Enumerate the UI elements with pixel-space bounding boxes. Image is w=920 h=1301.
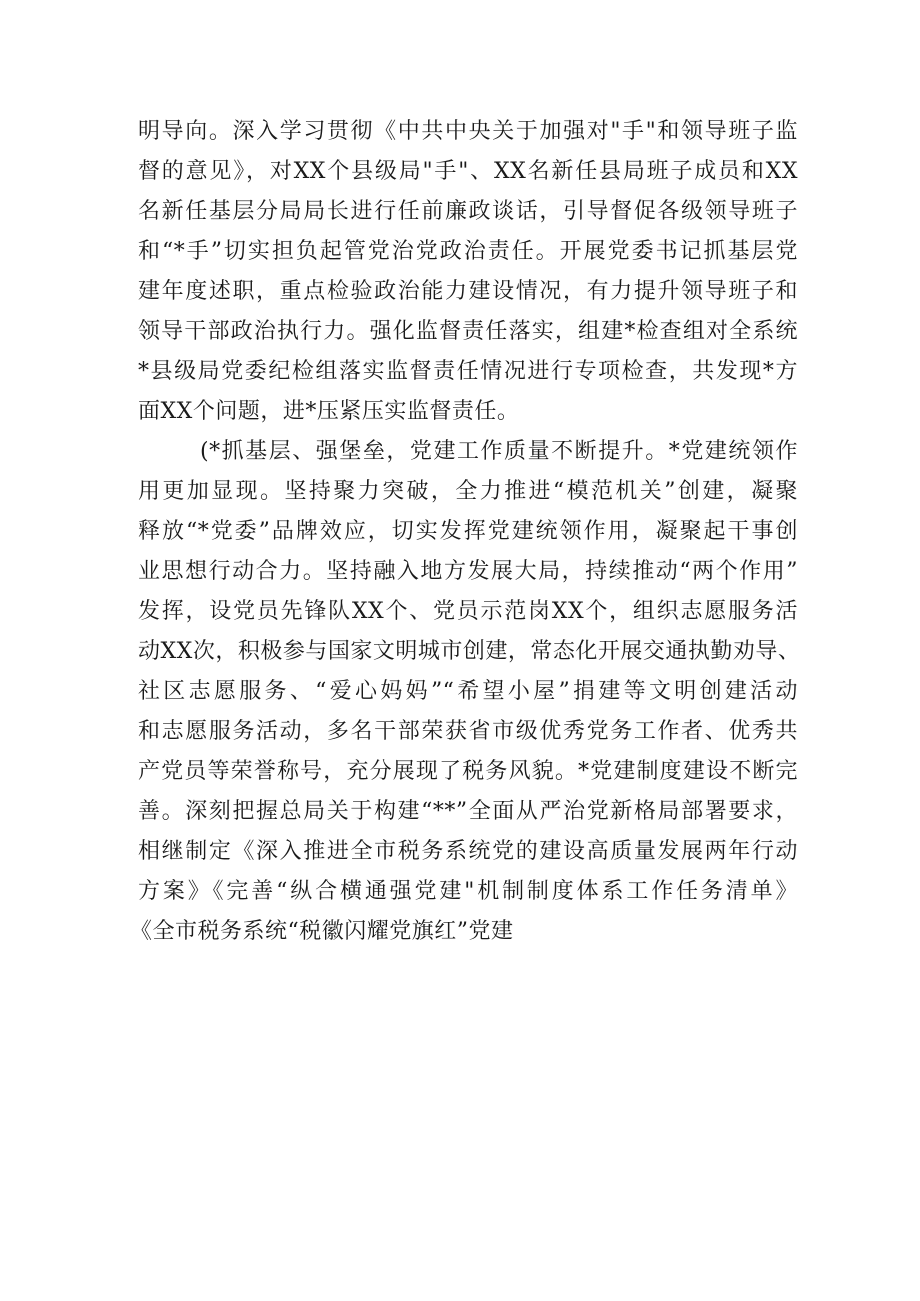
text-line: (*抓基层、强堡垒，党建工作质量不断提升。*党建统领作 bbox=[200, 439, 798, 464]
text-line: 相继制定《深入推进全市税务系统党的建设高质量发展两年行动 bbox=[138, 839, 798, 864]
body-text bbox=[130, 112, 801, 952]
text-line: 动XX次，积极参与国家文明城市创建，常态化开展交通执勤劝导、 bbox=[138, 639, 801, 664]
text-line: 明导向。深入学习贯彻《中共中央关于加强对"手"和领导班子监 bbox=[138, 119, 798, 144]
text-line: 产党员等荣誉称号，充分展现了税务风貌。*党建制度建设不断完 bbox=[138, 759, 798, 784]
text-line: 用更加显现。坚持聚力突破，全力推进“模范机关”创建，凝聚 bbox=[138, 479, 798, 504]
text-line: 方案》《完善“纵合横通强党建"机制制度体系工作任务清单》 bbox=[138, 879, 798, 904]
text-line: 面XX个问题，进*压紧压实监督责任。 bbox=[138, 399, 520, 424]
text-line: 和“*手”切实担负起管党治党政治责任。开展党委书记抓基层党 bbox=[138, 239, 798, 264]
text-line: 和志愿服务活动，多名干部荣获省市级优秀党务工作者、优秀共 bbox=[138, 719, 798, 744]
text-line: 发挥，设党员先锋队XX个、党员示范岗XX个，组织志愿服务活 bbox=[138, 599, 798, 624]
text-line: 名新任基层分局局长进行任前廉政谈话，引导督促各级领导班子 bbox=[138, 199, 798, 224]
text-line: 释放“*党委”品牌效应，切实发挥党建统领作用，凝聚起干事创 bbox=[138, 519, 798, 544]
text-line: 建年度述职，重点检验政治能力建设情况，有力提升领导班子和 bbox=[138, 279, 798, 304]
text-line: 业思想行动合力。坚持融入地方发展大局，持续推动“两个作用” bbox=[138, 559, 798, 584]
text-line: 《全市税务系统“税徽闪耀党旗红”党建 bbox=[130, 919, 514, 944]
text-line: *县级局党委纪检组落实监督责任情况进行专项检查，共发现*方 bbox=[138, 359, 798, 384]
text-line: 领导干部政治执行力。强化监督责任落实，组建*检查组对全系统 bbox=[138, 319, 798, 344]
text-line: 善。深刻把握总局关于构建“**”全面从严治党新格局部署要求， bbox=[138, 799, 798, 824]
text-line: 社区志愿服务、“爱心妈妈”“希望小屋”捐建等文明创建活动 bbox=[138, 679, 798, 704]
text-line: 督的意见》，对XX个县级局"手"、XX名新任县局班子成员和XX bbox=[138, 159, 798, 184]
